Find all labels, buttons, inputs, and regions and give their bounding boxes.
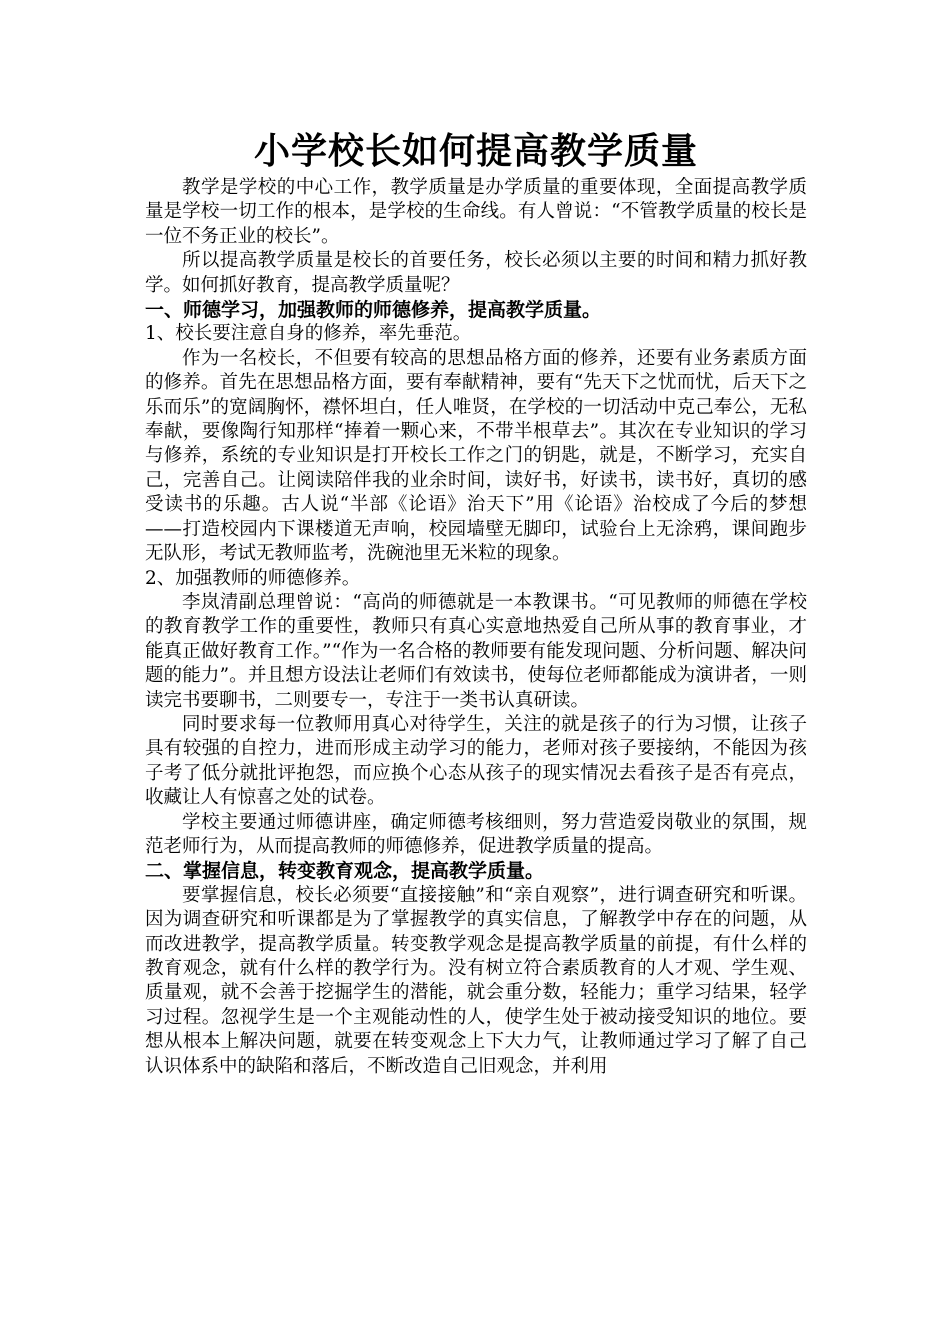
section-heading-1: 一、师德学习，加强教师的师德修养，提高教学质量。 [145, 299, 602, 322]
document-title: 小学校长如何提高教学质量 [253, 130, 698, 172]
subheading-1-2: 2、加强教师的师德修养。 [145, 567, 361, 589]
paragraph-ethics-lectures: 学校主要通过师德讲座，确定师德考核细则，努力营造爱岗敬业的氛围，规范老师行为，从而提高教师的师德修养，促进教学质量的提高。 [145, 811, 807, 857]
section-heading-2: 二、掌握信息，转变教育观念，提高教学质量。 [145, 860, 545, 883]
subheading-1-1: 1、校长要注意自身的修养，率先垂范。 [145, 323, 472, 345]
paragraph-intro-1: 教学是学校的中心工作，教学质量是办学质量的重要体现，全面提高教学质量是学校一切工作的根本，是学校的生命线。有人曾说：“不管教学质量的校长是一位不务正业的校长”。 [145, 177, 807, 247]
paragraph-teacher-care: 同时要求每一位教师用真心对待学生，关注的就是孩子的行为习惯，让孩子具有较强的自控力，进而形成主动学习的能力，老师对孩子要接纳，不能因为孩子考了低分就批评抱怨，而应换个心态从孩子的现实情况去看孩子是否有亮点，收藏让人有惊喜之处的试卷。 [145, 713, 807, 809]
paragraph-information-concepts: 要掌握信息，校长必须要“直接接触”和“亲自观察”，进行调查研究和听课。因为调查研究和听课都是为了掌握教学的真实信息，了解教学中存在的问题，从而改进教学，提高教学质量。转变教学观念是提高教学质量的前提，有什么样的教育观念，就有什么样的教学行为。没有树立符合素质教育的人才观、学生观、质量观，就不会善于挖掘学生的潜能，就会重分数，轻能力；重学习结果，轻学习过程。忽视学生是一个主观能动性的人，使学生处于被动接受知识的地位。要想从根本上解决问题，就要在转变观念上下大力气，让教师通过学习了解了自己认识体系中的缺陷和落后，不断改造自己旧观念，并利用 [145, 884, 807, 1077]
paragraph-teacher-ethics-quote: 李岚清副总理曾说：“高尚的师德就是一本教课书。“可见教师的师德在学校的教育教学工作的重要性，教师只有真心实意地热爱自己所从事的教育事业，才能真正做好教育工作。”“作为一名合格的教师要有能发现问题、分析问题、解决问题的能力”。并且想方设法让老师们有效读书，使每位老师都能成为演讲者，一则读完书要聊书，二则要专一，专注于一类书认真研读。 [145, 591, 807, 711]
paragraph-principal-cultivation: 作为一名校长，不但要有较高的思想品格方面的修养，还要有业务素质方面的修养。首先在思想品格方面，要有奉献精神，要有“先天下之忧而忧，后天下之乐而乐”的宽阔胸怀，襟怀坦白，任人唯贤，在学校的一切活动中克己奉公，无私奉献，要像陶行知那样“捧着一颗心来，不带半根草去”。其次在专业知识的学习与修养，系统的专业知识是打开校长工作之门的钥匙，就是，不断学习，充实自己，完善自己。让阅读陪伴我的业余时间，读好书，好读书，读书好，真切的感受读书的乐趣。古人说“半部《论语》治天下”用《论语》治校成了今后的梦想——打造校园内下课楼道无声响，校园墙壁无脚印，试验台上无涂鸦，课间跑步无队形，考试无教师监考，洗碗池里无米粒的现象。 [145, 347, 807, 565]
paragraph-intro-2: 所以提高教学质量是校长的首要任务，校长必须以主要的时间和精力抓好教学。如何抓好教育，提高教学质量呢？ [145, 250, 807, 296]
document-page [145, 128, 807, 1079]
